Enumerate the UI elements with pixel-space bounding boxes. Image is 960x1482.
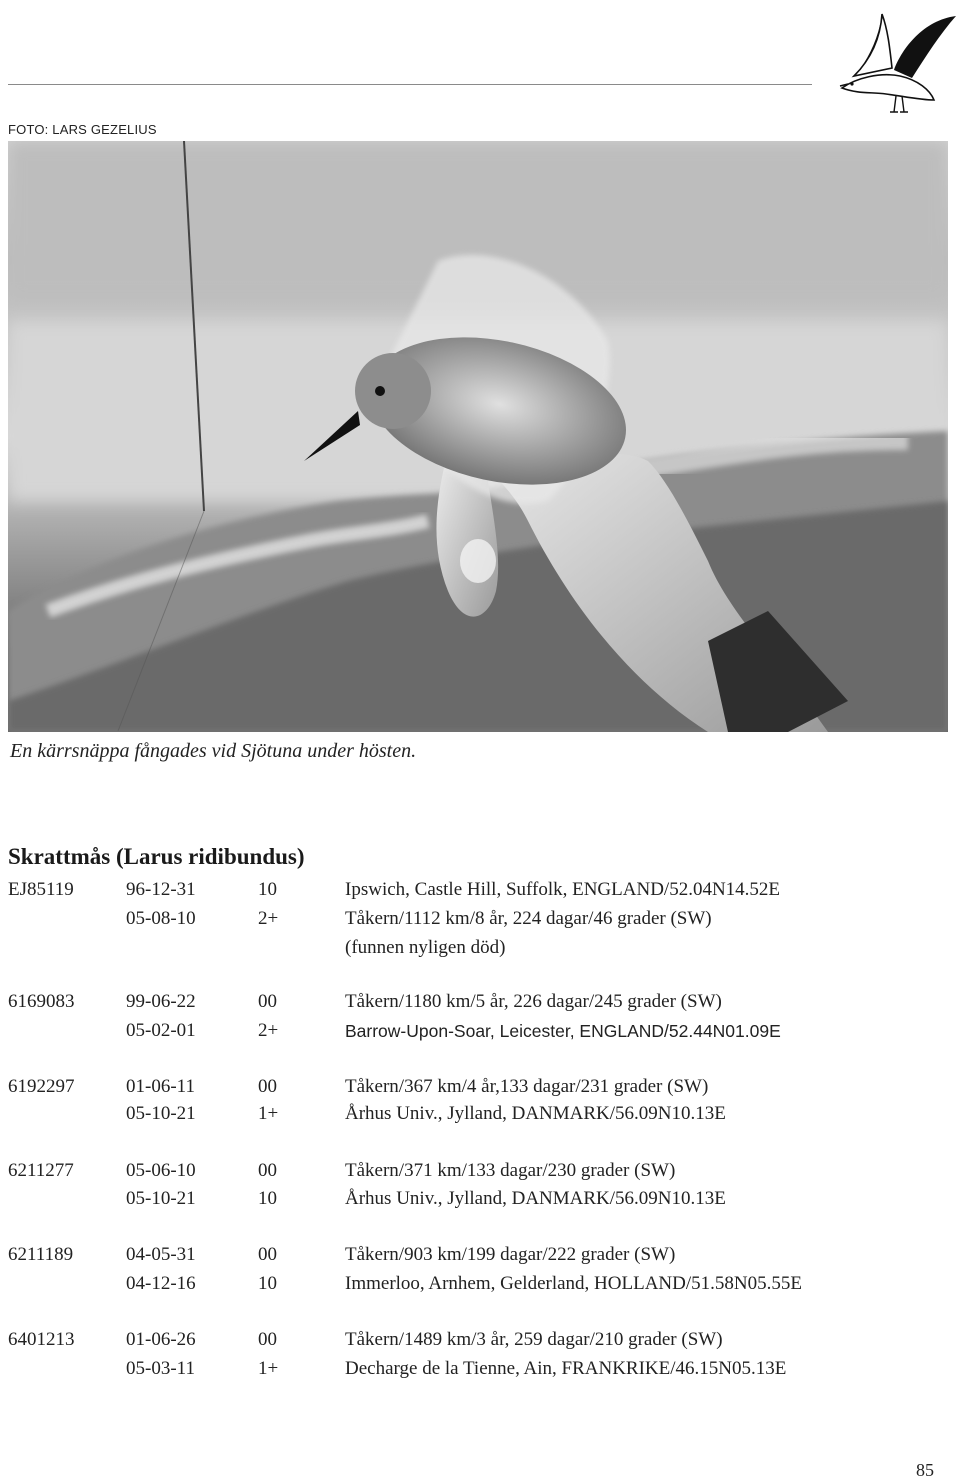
record-date: 01-06-26	[126, 1329, 196, 1350]
record-place: (funnen nyligen död)	[345, 937, 506, 958]
record-date: 96-12-31	[126, 879, 196, 900]
record-date: 05-08-10	[126, 908, 196, 929]
record-date: 05-10-21	[126, 1188, 196, 1209]
ring-number: 6211277	[8, 1160, 74, 1181]
record-date: 04-12-16	[126, 1273, 196, 1294]
ring-number: 6401213	[8, 1329, 75, 1350]
record-age: 10	[258, 879, 277, 900]
record-age: 2+	[258, 908, 279, 929]
section-title: Skrattmås (Larus ridibundus)	[8, 844, 305, 869]
record-age: 10	[258, 1273, 277, 1294]
record-place: Immerloo, Arnhem, Gelderland, HOLLAND/51.58N05.55E	[345, 1273, 802, 1294]
ring-number: EJ85119	[8, 879, 74, 900]
record-place: Tåkern/903 km/199 dagar/222 grader (SW)	[345, 1244, 676, 1265]
record-date: 04-05-31	[126, 1244, 196, 1265]
record-place: Århus Univ., Jylland, DANMARK/56.09N10.13E	[345, 1188, 726, 1209]
record-place: Tåkern/367 km/4 år,133 dagar/231 grader (SW)	[345, 1076, 709, 1097]
record-age: 1+	[258, 1103, 279, 1124]
record-place: Barrow-Upon-Soar, Leicester, ENGLAND/52.44N01.09E	[345, 1021, 781, 1041]
record-age: 00	[258, 1329, 277, 1350]
ring-number: 6192297	[8, 1076, 75, 1097]
record-place: Tåkern/1180 km/5 år, 226 dagar/245 grader (SW)	[345, 991, 722, 1012]
record-date: 99-06-22	[126, 991, 196, 1012]
record-age: 00	[258, 1244, 277, 1265]
ring-number: 6211189	[8, 1244, 74, 1265]
record-date: 05-02-01	[126, 1020, 196, 1041]
record-age: 10	[258, 1188, 277, 1209]
page-number: 85	[916, 1460, 934, 1480]
record-place: Århus Univ., Jylland, DANMARK/56.09N10.13E	[345, 1103, 726, 1124]
record-place: Ipswich, Castle Hill, Suffolk, ENGLAND/52.04N14.52E	[345, 879, 781, 900]
photo-credit: FOTO: LARS GEZELIUS	[8, 122, 157, 137]
record-date: 05-03-11	[126, 1358, 195, 1379]
record-date: 05-10-21	[126, 1103, 196, 1124]
record-place: Tåkern/371 km/133 dagar/230 grader (SW)	[345, 1160, 676, 1181]
record-age: 00	[258, 1160, 277, 1181]
record-place: Decharge de la Tienne, Ain, FRANKRIKE/46.15N05.13E	[345, 1358, 787, 1379]
photo-caption: En kärrsnäppa fångades vid Sjötuna under hösten.	[10, 740, 417, 762]
record-date: 01-06-11	[126, 1076, 195, 1097]
record-date: 05-06-10	[126, 1160, 196, 1181]
record-place: Tåkern/1489 km/3 år, 259 dagar/210 grader (SW)	[345, 1329, 723, 1350]
record-age: 00	[258, 991, 277, 1012]
ring-number: 6169083	[8, 991, 75, 1012]
record-age: 2+	[258, 1020, 279, 1041]
record-age: 1+	[258, 1358, 279, 1379]
record-age: 00	[258, 1076, 277, 1097]
record-place: Tåkern/1112 km/8 år, 224 dagar/46 grader (SW)	[345, 908, 712, 929]
